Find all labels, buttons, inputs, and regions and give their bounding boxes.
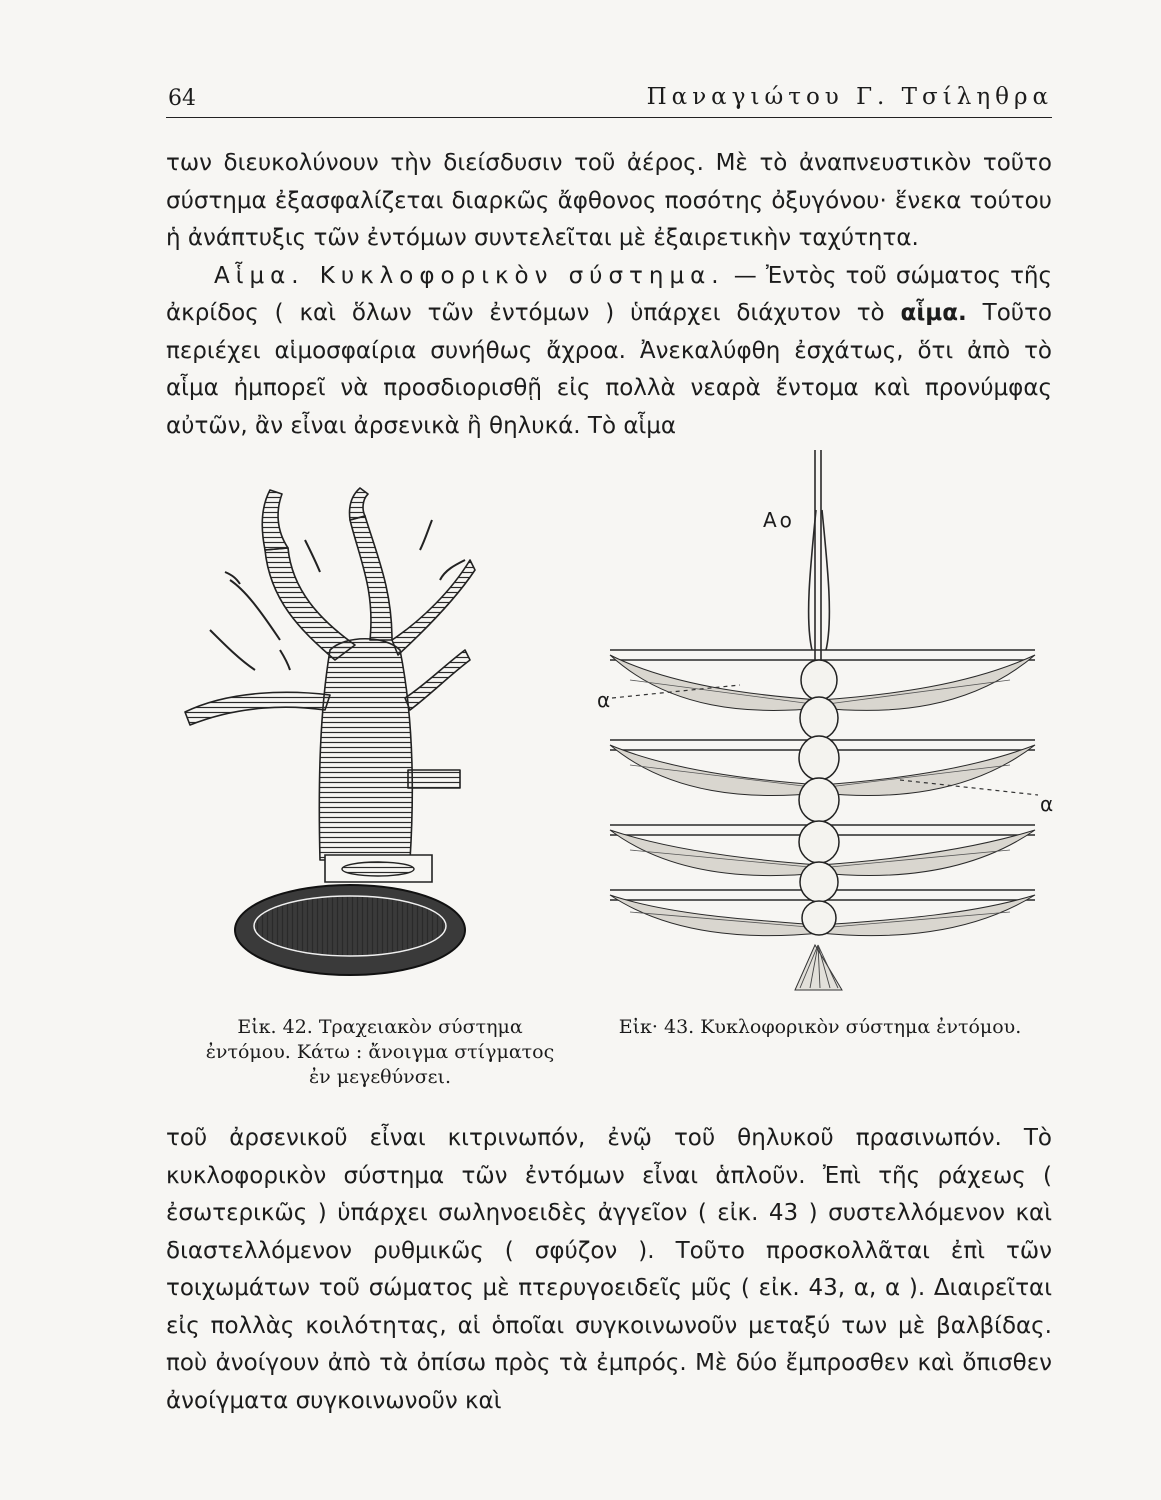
caption-figure-43: Εἰκ· 43. Κυκλοφορικὸν σύστημα ἐντόμου. — [618, 1016, 1022, 1038]
caption-figure-42: Εἰκ. 42. Τραχειακὸν σύστημα ἐντόμου. Κάτω : ἄνοιγμα στίγματος ἐν μεγεθύνσει. — [205, 1016, 555, 1088]
label-alpha-right: α — [1040, 792, 1054, 816]
bold-term-blood: αἷμα. — [900, 300, 967, 326]
running-head: Παναγιώτου Γ. Τσίληθρα — [646, 84, 1053, 110]
label-aorta: Αο — [763, 508, 795, 532]
page-number: 64 — [168, 86, 196, 111]
paragraph-1: των διευκολύνουν τὴν διείσδυσιν τοῦ ἀέρος. Μὲ τὸ ἀναπνευστικὸν τοῦτο σύστημα ἐξασφαλίζεται διαρκῶς ἄφθονος ποσότης ὀξυγόνου· ἕνεκα τούτου ἡ ἀνάπτυξις τῶν ἐντόμων συντελεῖται μὲ ἐξαιρετικὴν ταχύτητα. — [166, 150, 1052, 251]
figure-43-circulatory-system — [590, 450, 1050, 1010]
label-alpha-left: α — [597, 688, 611, 712]
paragraph-bottom: τοῦ ἀρσενικοῦ εἶναι κιτρινωπόν, ἐνῷ τοῦ θηλυκοῦ πρασινωπόν. Τὸ κυκλοφορικὸν σύστημα τῶν ἐντόμων εἶναι ἁπλοῦν. Ἐπὶ τῆς ράχεως ( ἐσωτερικῶς ) ὑπάρχει σωληνοειδὲς ἀγγεῖον ( εἰκ. 43 ) συστελλόμενον καὶ διαστελλόμενον ρυθμικῶς ( σφύζον ). Τοῦτο προσκολλᾶται ἐπὶ τῶν τοιχωμάτων τοῦ σώματος μὲ πτερυγοειδεῖς μῦς ( εἰκ. 43, α, α ). Διαιρεῖται εἰς πολλὰς κοιλότητας, αἱ ὁποῖαι συγκοινωνοῦν μεταξύ των μὲ βαλβίδας. ποὺ ἀνοίγουν ἀπὸ τὰ ὀπίσω πρὸς τὰ ἐμπρός. Μὲ δύο ἔμπροσθεν καὶ ὄπισθεν ἀνοίγματα συγκοινωνοῦν καὶ — [166, 1125, 1052, 1414]
section-heading: Αἷμα. Κυκλοφορικὸν σύστημα. — [214, 262, 725, 289]
paragraph-2-part-1: — Ἐντὸς τοῦ σώματος τῆς ἀκρίδος ( καὶ ὅλων τῶν ἐντόμων ) ὑπάρχει διάχυτον τὸ — [166, 262, 1053, 326]
paragraph-2-part-2: Τοῦτο περιέχει αἱμοσφαίρια συνήθως ἄχροα. Ἀνεκαλύφθη ἐσχάτως, ὅτι ἀπὸ τὸ αἷμα ἠμπορεῖ νὰ προσδιορισθῇ εἰς πολλὰ νεαρὰ ἔντομα καὶ προνύμφας αὐτῶν, ἂν εἶναι ἀρσενικὰ ἢ θηλυκά. Τὸ αἷμα — [166, 300, 1052, 439]
paragraph-top — [166, 145, 1052, 445]
header-rule — [166, 117, 1052, 118]
figure-42-tracheal-system — [170, 480, 480, 1000]
